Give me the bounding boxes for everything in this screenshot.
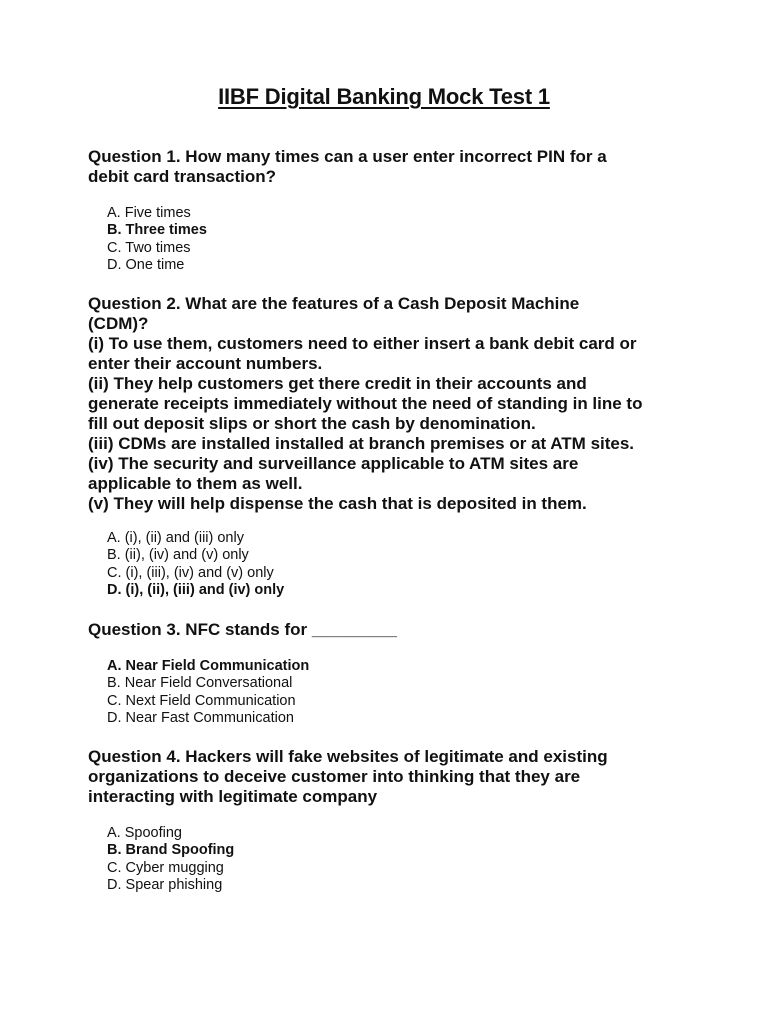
question-line: (i) To use them, customers need to either insert a bank debit card or	[88, 334, 637, 353]
option-item: C. (i), (iii), (iv) and (v) only	[107, 564, 274, 581]
option-item: C. Next Field Communication	[107, 692, 296, 709]
option-item: A. (i), (ii) and (iii) only	[107, 530, 244, 546]
option-item: B. (ii), (iv) and (v) only	[107, 547, 249, 564]
question-1-options	[107, 205, 607, 275]
option-item-correct: D. (i), (ii), (iii) and (iv) only	[107, 582, 285, 599]
question-2-options	[107, 530, 607, 600]
question-1-text	[88, 147, 688, 187]
question-line: (iii) CDMs are installed installed at branch premises or at ATM sites.	[88, 434, 635, 453]
option-item-correct: B. Three times	[107, 222, 207, 239]
option-item: D. One time	[107, 257, 185, 274]
option-item: A. Spoofing	[107, 825, 182, 841]
option-item-correct: A. Near Field Communication	[107, 658, 310, 674]
question-line: enter their account numbers.	[88, 354, 323, 373]
question-line: (ii) They help customers get there credit in their accounts and	[88, 374, 587, 393]
option-item: A. Five times	[107, 205, 191, 221]
question-4-text	[88, 747, 688, 807]
question-line: interacting with legitimate company	[88, 787, 378, 806]
question-line: Question 1. How many times can a user enter incorrect PIN for a	[88, 147, 607, 166]
page-title-text: IIBF Digital Banking Mock Test 1	[218, 84, 550, 109]
question-3-options	[107, 658, 607, 728]
question-line: organizations to deceive customer into thinking that they are	[88, 767, 581, 786]
question-line: (CDM)?	[88, 314, 149, 333]
question-line: (v) They will help dispense the cash that is deposited in them.	[88, 494, 587, 513]
question-line: Question 2. What are the features of a Cash Deposit Machine	[88, 294, 580, 313]
question-line: Question 3. NFC stands for _________	[88, 620, 397, 639]
question-4-options	[107, 825, 607, 895]
question-line: (iv) The security and surveillance applicable to ATM sites are	[88, 454, 579, 473]
option-item: B. Near Field Conversational	[107, 675, 293, 692]
option-item: D. Near Fast Communication	[107, 710, 294, 727]
question-line: fill out deposit slips or short the cash by denomination.	[88, 414, 536, 433]
question-line: Question 4. Hackers will fake websites of legitimate and existing	[88, 747, 608, 766]
page-title	[0, 84, 768, 110]
option-item: D. Spear phishing	[107, 877, 223, 894]
option-item: C. Two times	[107, 239, 191, 256]
question-line: applicable to them as well.	[88, 474, 303, 493]
question-2-text	[88, 294, 688, 514]
option-item: C. Cyber mugging	[107, 859, 224, 876]
question-line: debit card transaction?	[88, 167, 276, 186]
option-item-correct: B. Brand Spoofing	[107, 842, 235, 859]
question-3-text	[88, 620, 688, 640]
question-line: generate receipts immediately without the need of standing in line to	[88, 394, 643, 413]
